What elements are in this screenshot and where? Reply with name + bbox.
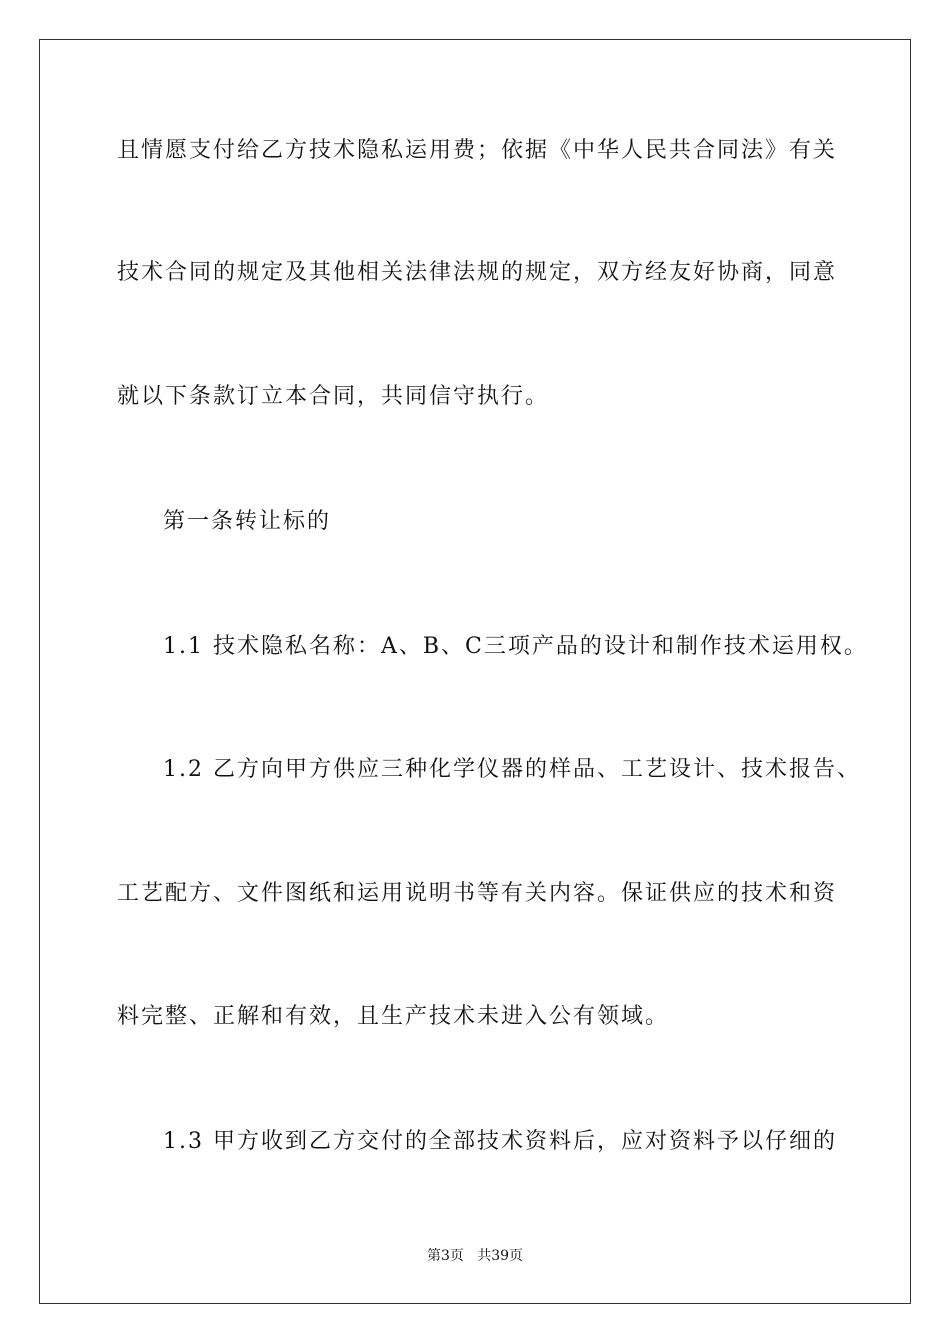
clause-1-2-end: 料完整、正解和有效，且生产技术未进入公有领域。 bbox=[117, 1004, 670, 1029]
page-border bbox=[39, 39, 911, 1304]
article-heading: 第一条转让标的 bbox=[163, 509, 332, 534]
clause-1-2: 1.2 乙方向甲方供应三种化学仪器的样品、工艺设计、技术报告、 bbox=[163, 757, 861, 782]
paragraph-line-2: 技术合同的规定及其他相关法律法规的规定，双方经友好协商，同意 bbox=[117, 260, 838, 285]
clause-1-1: 1.1 技术隐私名称：A、B、C三项产品的设计和制作技术运用权。 bbox=[163, 634, 868, 659]
clause-1-3: 1.3 甲方收到乙方交付的全部技术资料后，应对资料予以仔细的 bbox=[163, 1129, 837, 1154]
paragraph-line-3: 就以下条款订立本合同，共同信守执行。 bbox=[117, 384, 550, 409]
paragraph-line-1: 且情愿支付给乙方技术隐私运用费；依据《中华人民共合同法》有关 bbox=[117, 138, 838, 163]
page-number: 第3页 共39页 bbox=[426, 1248, 524, 1264]
clause-1-2-continued: 工艺配方、文件图纸和运用说明书等有关内容。保证供应的技术和资 bbox=[117, 881, 838, 906]
